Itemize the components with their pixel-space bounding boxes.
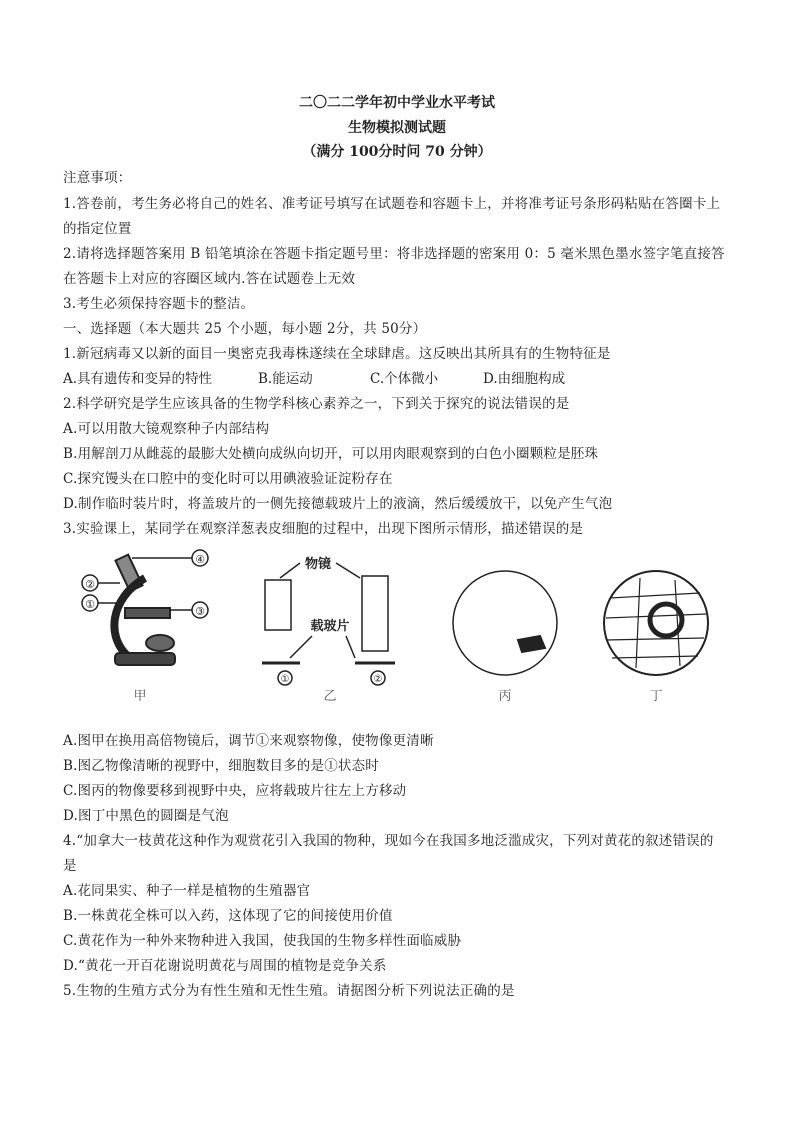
q2-stem: 2.科学研究是学生应该具备的生物学科核心素养之一，下到关于探究的说法错误的是 [63,396,570,412]
q5-stem: 5.生物的生殖方式分为有性生殖和无性生殖。请据图分析下列说法正确的是 [63,983,515,999]
label-bing: 丙 [498,689,512,704]
q1-option-d: D.由细胞构成 [483,371,566,387]
svg-text:②: ② [373,674,383,685]
q3-option-b: B.图乙物像清晰的视野中，细胞数目多的是①状态时 [63,758,380,774]
q2-option-c: C.探究馒头在口腔中的变化时可以用碘液验证淀粉存在 [63,471,393,487]
q4-option-a: A.花同果实、种子一样是植物的生殖器官 [63,883,311,899]
view-field-bing [453,571,557,675]
exam-subtitle: 生物模拟测试题 [348,120,446,136]
svg-text:②: ② [85,578,95,591]
q4-stem-line1: 4.“加拿大一枝黄花这种作为观赏花引入我国的物种，现如今在我国多地泛滥成灾，下列对黄花的叙述错误的 [63,833,714,849]
exam-title: 二〇二二学年初中学业水平考试 [299,95,495,111]
note-3: 3.考生必须保持容题卡的整洁。 [63,296,255,312]
view-field-ding [604,571,708,675]
label-yi: 乙 [323,689,337,704]
q4-option-d: D.“黄花一开百花谢说明黄花与周围的植物是竞争关系 [63,958,387,974]
q1-option-a: A.具有遗传和变异的特性 [63,371,213,387]
svg-text:③: ③ [195,605,205,618]
notes-heading: 注意事项： [63,170,132,186]
svg-text:①: ① [85,598,95,611]
label-jia: 甲 [133,689,147,704]
q1-option-b: B.能运动 [258,371,313,387]
q3-option-c: C.图丙的物像要移到视野中央，应将载玻片往左上方移动 [63,783,407,799]
q1-option-c: C.个体微小 [370,371,439,387]
q3-option-d: D.图丁中黑色的圆圈是气泡 [63,808,229,824]
note-1-line2: 的指定位置 [63,221,132,237]
q3-figure [0,548,794,708]
objective-diagram [262,556,395,685]
q2-option-a: A.可以用散大镜观察种子内部结构 [63,421,270,437]
svg-text:①: ① [280,674,290,685]
note-1-line1: 1.答卷前，考生务必将自己的姓名、准考证号填写在试题卷和容题卡上，并将准考证号条形码粘贴在答圈卡上 [63,196,721,212]
q3-stem: 3.实验课上，某同学在观察洋葱表皮细胞的过程中，出现下图所示情形，描述错误的是 [63,521,584,537]
q1-stem: 1.新冠病毒又以新的面目一奥密克我毒株遂续在全球肆虐。这反映出其所具有的生物特征是 [63,346,611,362]
note-2-line2: 在答题卡上对应的容圈区域内.答在试题卷上无效 [63,271,356,287]
exam-score-time: （满分 100分时问 70 分钟） [302,144,492,160]
label-ding: 丁 [649,689,663,704]
svg-text:④: ④ [195,553,205,566]
q4-stem-line2: 是 [63,858,77,874]
q2-option-b: B.用解剖刀从雌蕊的最膨大处横向成纵向切开，可以用肉眼观察到的白色小圈颗粒是胚珠 [63,446,599,462]
section-heading: 一、选择题（本大题共 25 个小题，每小题 2分，共 50分） [63,321,427,337]
svg-text:载玻片: 载玻片 [310,619,350,634]
q2-option-d: D.制作临时装片时，将盖玻片的一侧先接德载玻片上的液滴，然后缓缓放干，以免产生气泡 [63,496,613,512]
q4-option-c: C.黄花作为一种外来物种进入我国，使我国的生物多样性面临威胁 [63,933,462,949]
note-2-line1: 2.请将选择题答案用 B 铅笔填涂在答题卡指定题号里：将非选择题的密案用 0：5 毫米黑色墨水签字笔直接答 [63,246,725,262]
microscope-diagram [82,550,208,665]
q4-option-b: B.一株黄花全株可以入药，这体现了它的间接使用价值 [63,908,393,924]
svg-text:物镜: 物镜 [304,557,332,572]
q3-option-a: A.图甲在换用高倍物镜后，调节①来观察物像，使物像更清晰 [63,733,434,749]
